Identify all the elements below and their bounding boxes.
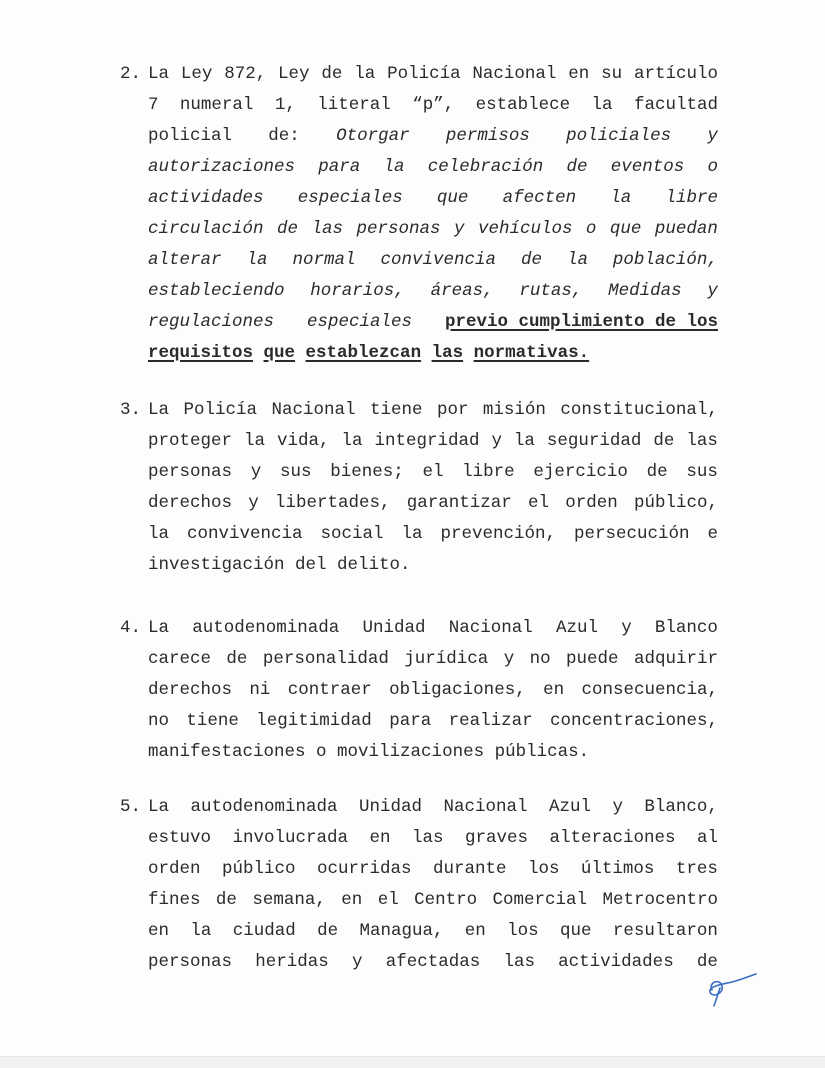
word: que xyxy=(436,188,469,208)
word: las xyxy=(311,219,343,239)
word: de xyxy=(646,462,668,482)
word: y xyxy=(250,462,262,482)
word: en xyxy=(148,921,170,941)
word: proteger xyxy=(148,431,233,451)
word: los xyxy=(507,921,539,941)
word: o xyxy=(585,219,597,239)
word: Policía xyxy=(387,64,461,84)
numbered-paragraph-3 xyxy=(120,395,718,581)
word: Ley xyxy=(180,64,213,84)
word: la xyxy=(354,64,376,84)
word: el xyxy=(527,493,549,513)
word: últimos xyxy=(580,859,655,879)
word: Ley xyxy=(278,64,310,84)
word: en xyxy=(341,890,363,910)
word: puede xyxy=(566,649,619,669)
word: “p”, xyxy=(412,95,455,115)
word: circulación xyxy=(148,219,264,239)
word: personas xyxy=(148,462,233,482)
word: Metrocentro xyxy=(602,890,718,910)
word: delito. xyxy=(337,555,411,575)
word: rutas, xyxy=(519,281,583,301)
word: que xyxy=(560,921,592,941)
word: Managua, xyxy=(359,921,444,941)
paragraph-number: 5. xyxy=(120,797,142,817)
text-line xyxy=(148,214,718,245)
word: manifestaciones xyxy=(148,742,306,762)
word: 1, xyxy=(274,95,296,115)
word: libertades, xyxy=(274,493,391,513)
text-line xyxy=(148,90,718,121)
word: de xyxy=(277,219,299,239)
text-line xyxy=(148,457,718,488)
word: la xyxy=(341,431,363,451)
numbered-paragraph-4 xyxy=(120,613,718,768)
word: la xyxy=(383,157,405,177)
word: en xyxy=(464,921,486,941)
numbered-paragraph-2 xyxy=(120,59,718,369)
word: Nacional xyxy=(448,618,533,638)
text-line xyxy=(148,644,718,675)
word: de xyxy=(520,250,542,270)
text-line xyxy=(148,307,718,338)
word: celebración xyxy=(427,157,544,177)
word: tres xyxy=(675,859,718,879)
word: ciudad xyxy=(232,921,296,941)
word: normal xyxy=(292,250,356,270)
text-line xyxy=(148,59,718,90)
word: que xyxy=(263,343,296,363)
text-line xyxy=(148,488,718,519)
word: en xyxy=(369,828,391,848)
text-line-emphasized xyxy=(148,338,718,369)
word: seguridad xyxy=(546,431,642,451)
word: adquirir xyxy=(633,649,718,669)
word: afecten xyxy=(502,188,577,208)
text-line xyxy=(148,675,718,706)
word: y xyxy=(491,431,502,451)
word: eventos xyxy=(610,157,685,177)
text-line xyxy=(148,152,718,183)
word: especiales xyxy=(306,312,412,332)
word: concentraciones, xyxy=(549,711,718,731)
word: por xyxy=(436,400,469,420)
word: actividades xyxy=(148,188,264,208)
word: carece xyxy=(148,649,212,669)
word: Azul xyxy=(548,797,591,817)
word: Blanco, xyxy=(644,797,718,817)
text-line xyxy=(148,823,718,854)
word: las xyxy=(686,431,718,451)
word: o xyxy=(707,157,718,177)
word: de xyxy=(321,64,343,84)
word: personas xyxy=(148,952,233,972)
word: especiales xyxy=(297,188,403,208)
word: la xyxy=(401,524,423,544)
word: orden xyxy=(148,859,201,879)
word: la xyxy=(148,524,170,544)
word: y xyxy=(707,281,718,301)
word: de xyxy=(653,431,675,451)
word: sus xyxy=(279,462,312,482)
word: en xyxy=(568,64,590,84)
word: obligaciones, xyxy=(389,680,526,700)
word: estableciendo xyxy=(148,281,285,301)
word: de xyxy=(566,157,588,177)
word: y xyxy=(503,649,515,669)
text-line xyxy=(148,706,718,737)
text-line xyxy=(148,550,718,581)
text-line xyxy=(148,519,718,550)
word: la xyxy=(566,250,588,270)
word: prevención, xyxy=(440,524,556,544)
word: horarios, xyxy=(310,281,405,301)
text-line xyxy=(148,792,718,823)
text-line xyxy=(148,395,718,426)
word: Comercial xyxy=(492,890,588,910)
word: resultaron xyxy=(612,921,718,941)
word: derechos xyxy=(148,680,233,700)
word: Nacional xyxy=(472,64,557,84)
word: La xyxy=(148,797,170,817)
word: tiene xyxy=(186,711,239,731)
text-line xyxy=(148,183,718,214)
word: afectadas xyxy=(385,952,481,972)
word: personas xyxy=(356,219,441,239)
word: semana, xyxy=(252,890,326,910)
word: permisos xyxy=(445,126,530,146)
word: involucrada xyxy=(232,828,349,848)
word: numeral xyxy=(179,95,254,115)
word: en xyxy=(543,680,565,700)
emphasized-text: previo cumplimiento de los xyxy=(444,312,718,332)
word: jurídica xyxy=(404,649,489,669)
word: facultad xyxy=(633,95,718,115)
word: La xyxy=(148,64,170,84)
word: público, xyxy=(633,493,718,513)
text-line xyxy=(148,245,718,276)
word: que xyxy=(609,219,642,239)
word: Blanco xyxy=(654,618,718,638)
word: persecución xyxy=(573,524,690,544)
paragraph-number: 4. xyxy=(120,618,142,638)
word: Azul xyxy=(555,618,598,638)
word: y xyxy=(453,219,465,239)
word: al xyxy=(696,828,718,848)
word: autorizaciones xyxy=(148,157,296,177)
word: público xyxy=(221,859,296,879)
text-line xyxy=(148,947,718,978)
scan-bottom-edge xyxy=(0,1056,825,1068)
word: actividades xyxy=(558,952,674,972)
text-line xyxy=(148,885,718,916)
word: de xyxy=(696,952,718,972)
word: convivencia xyxy=(186,524,303,544)
word: no xyxy=(529,649,551,669)
word: Policía xyxy=(183,400,257,420)
word: vida, xyxy=(276,431,330,451)
word: fines xyxy=(148,890,201,910)
word: el xyxy=(422,462,444,482)
word: contraer xyxy=(287,680,372,700)
word: la xyxy=(246,250,268,270)
word: las xyxy=(411,828,444,848)
word: convivencia xyxy=(380,250,496,270)
word: Nacional xyxy=(443,797,528,817)
word: durante xyxy=(432,859,507,879)
word: y xyxy=(707,126,718,146)
word: tiene xyxy=(369,400,423,420)
word: libre xyxy=(665,188,718,208)
word: establezcan xyxy=(305,343,422,363)
word: establece xyxy=(475,95,571,115)
word: y xyxy=(248,493,259,513)
word: regulaciones xyxy=(148,312,275,332)
word: ejercicio xyxy=(533,462,628,482)
handwritten-initial-signature xyxy=(698,968,760,1008)
word: realizar xyxy=(448,711,533,731)
word: 872, xyxy=(224,64,267,84)
word: social xyxy=(320,524,384,544)
word: los xyxy=(527,859,560,879)
word: población, xyxy=(612,250,718,270)
word: áreas, xyxy=(430,281,494,301)
word: públicas. xyxy=(494,742,590,762)
word: 7 xyxy=(148,95,159,115)
word: movilizaciones xyxy=(337,742,485,762)
word: para xyxy=(389,711,432,731)
word: su xyxy=(601,64,623,84)
text-line xyxy=(148,613,718,644)
word: Unidad xyxy=(362,618,426,638)
word: puedan xyxy=(654,219,718,239)
word: Medidas xyxy=(608,281,682,301)
word: la xyxy=(513,431,535,451)
word: y xyxy=(621,618,632,638)
word: de xyxy=(226,649,248,669)
word: la xyxy=(243,431,265,451)
text-line xyxy=(148,854,718,885)
word: orden xyxy=(565,493,618,513)
text-line xyxy=(148,426,718,457)
paragraph-number: 2. xyxy=(120,64,142,84)
word: consecuencia, xyxy=(581,680,718,700)
word: de xyxy=(215,890,237,910)
word: La xyxy=(148,400,170,420)
word: de: xyxy=(268,126,300,146)
word: investigación xyxy=(148,555,285,575)
word: Otorgar xyxy=(336,126,410,146)
word: heridas xyxy=(255,952,329,972)
word: misión xyxy=(482,400,546,420)
word: para xyxy=(318,157,361,177)
word: policial xyxy=(148,126,233,146)
word: ni xyxy=(249,680,271,700)
word: graves xyxy=(464,828,528,848)
word: Unidad xyxy=(358,797,422,817)
word: del xyxy=(295,555,327,575)
word: estuvo xyxy=(148,828,212,848)
word: la xyxy=(591,95,613,115)
text-line xyxy=(148,276,718,307)
paragraph-number: 3. xyxy=(120,400,142,420)
word: e xyxy=(707,524,718,544)
word: policiales xyxy=(566,126,672,146)
word: garantizar xyxy=(406,493,512,513)
word: requisitos xyxy=(148,343,254,363)
word: artículo xyxy=(633,64,718,84)
word: de xyxy=(317,921,339,941)
word: literal xyxy=(317,95,391,115)
word: la xyxy=(190,921,212,941)
word: normativas. xyxy=(473,343,590,363)
word: Centro xyxy=(414,890,478,910)
word: derechos xyxy=(148,493,233,513)
word: la xyxy=(610,188,632,208)
word: libre xyxy=(462,462,515,482)
text-line xyxy=(148,121,718,152)
word: bienes; xyxy=(330,462,404,482)
word: sus xyxy=(686,462,718,482)
word: integridad xyxy=(374,431,480,451)
word: las xyxy=(503,952,535,972)
word: autodenominada xyxy=(192,618,340,638)
word: Nacional xyxy=(271,400,356,420)
text-line xyxy=(148,916,718,947)
text-line xyxy=(148,737,718,768)
word: alterar xyxy=(148,250,222,270)
word: legitimidad xyxy=(256,711,372,731)
word: constitucional, xyxy=(560,400,718,420)
numbered-paragraph-5 xyxy=(120,792,718,978)
word: La xyxy=(148,618,170,638)
word: ocurridas xyxy=(316,859,412,879)
word: alteraciones xyxy=(549,828,676,848)
word: y xyxy=(351,952,363,972)
word: personalidad xyxy=(262,649,389,669)
word: autodenominada xyxy=(190,797,338,817)
word: las xyxy=(431,343,464,363)
word: el xyxy=(377,890,399,910)
word: vehículos xyxy=(477,219,573,239)
word: o xyxy=(316,742,327,762)
word: no xyxy=(148,711,170,731)
word: y xyxy=(612,797,623,817)
